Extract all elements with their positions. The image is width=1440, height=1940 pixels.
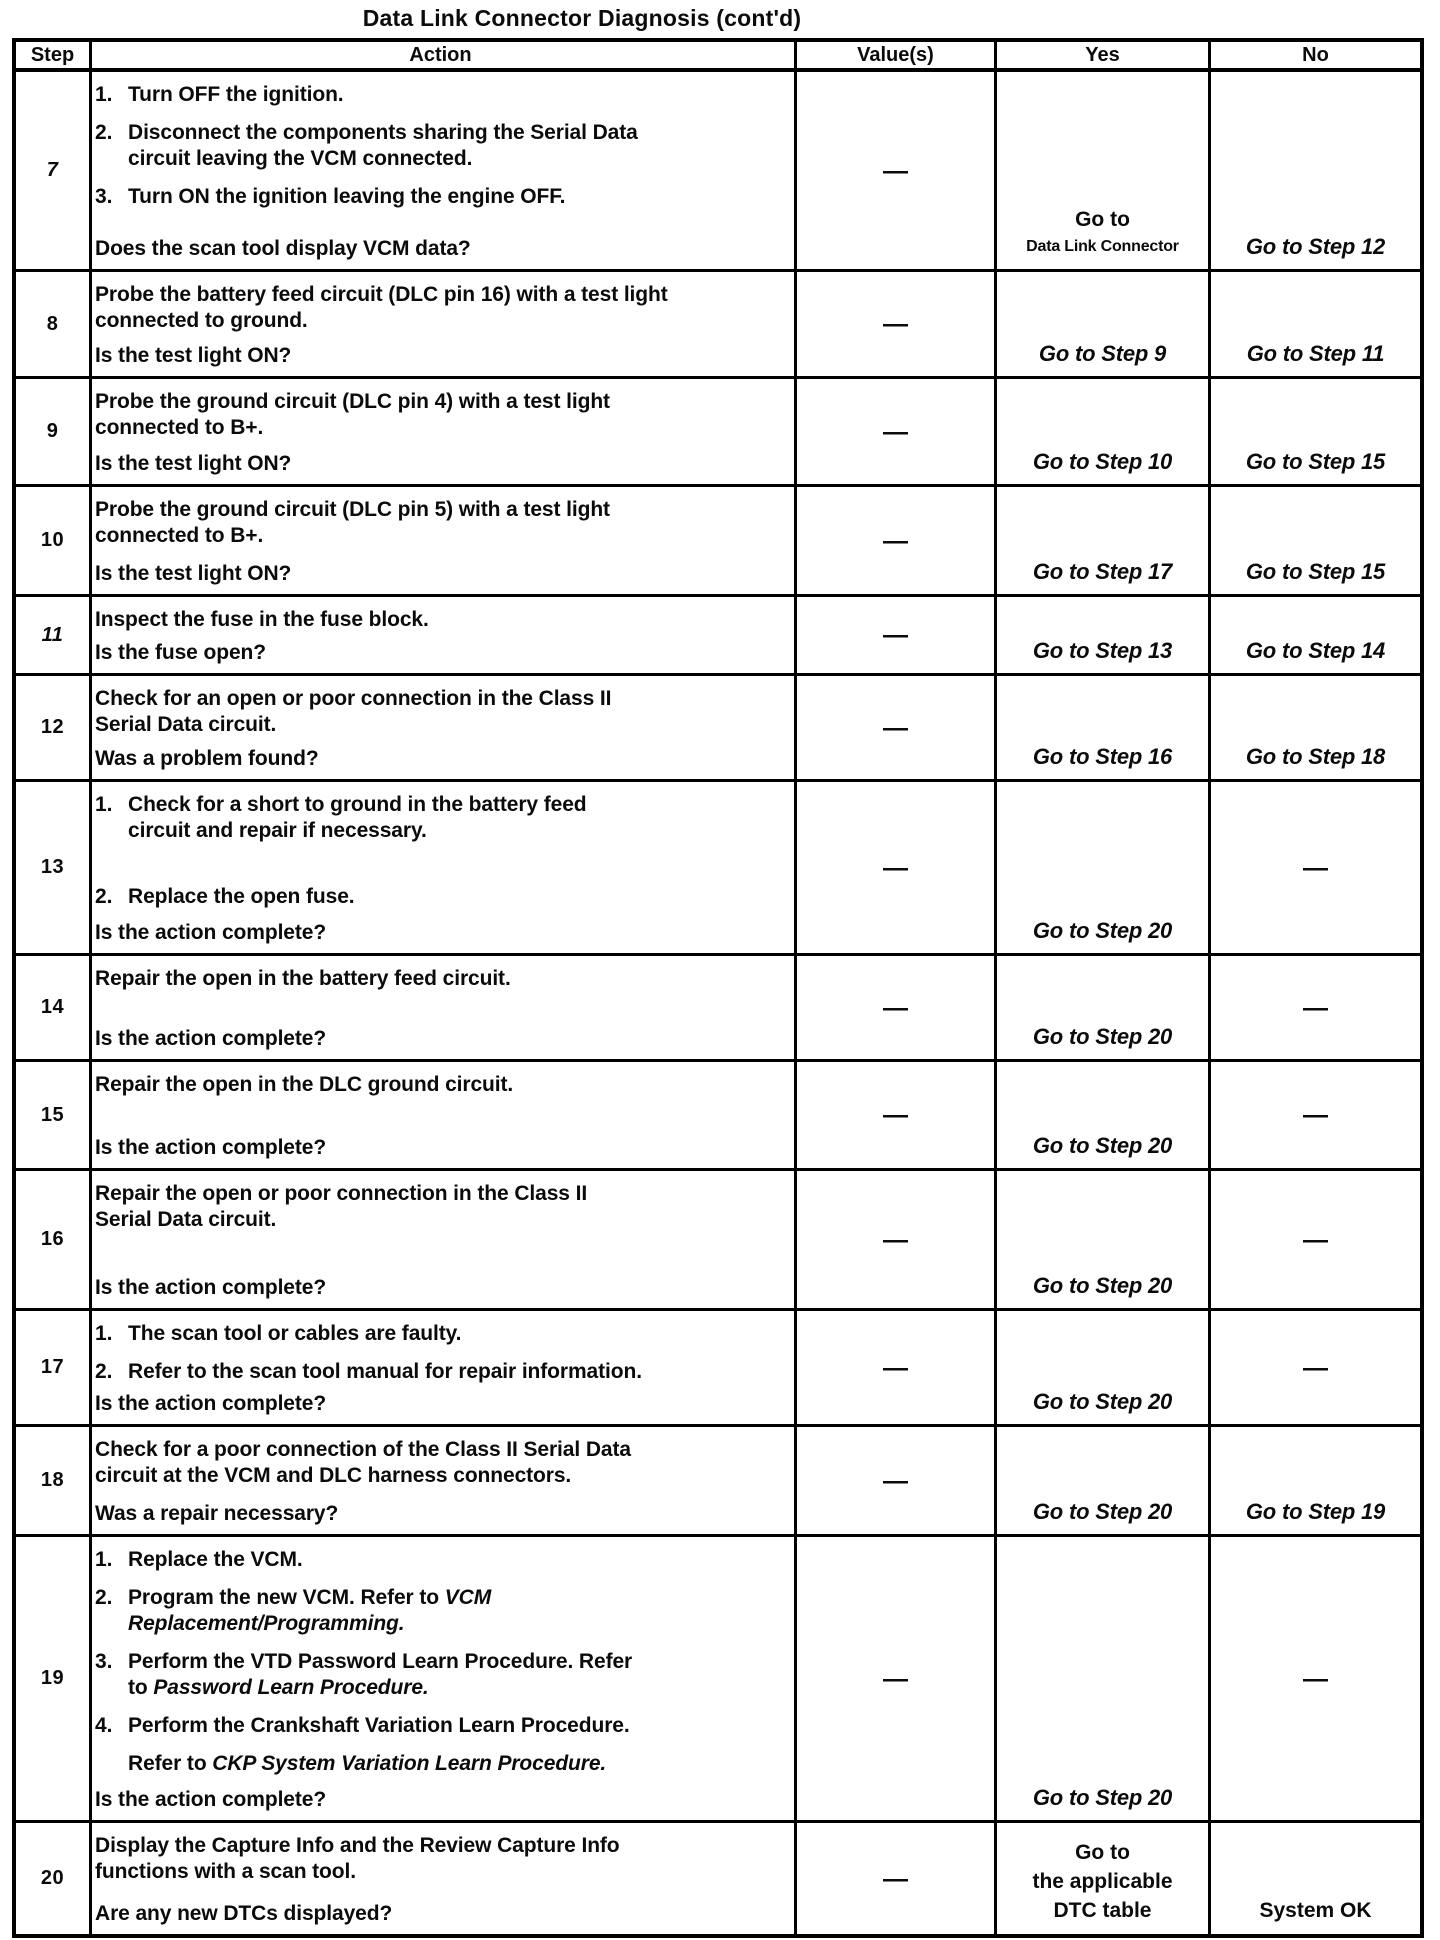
action-list-item xyxy=(95,120,786,172)
action-line xyxy=(95,497,786,523)
table-row xyxy=(16,487,1420,597)
action-cell xyxy=(92,1823,797,1934)
question-line: Is the test light ON? xyxy=(95,562,292,585)
dash: — xyxy=(883,621,908,649)
action-paragraph xyxy=(95,1072,786,1098)
yes-cell xyxy=(997,379,1211,484)
action-cell xyxy=(92,676,797,779)
action-cell xyxy=(92,1171,797,1308)
dash: — xyxy=(883,1225,908,1254)
step-cell xyxy=(16,676,92,779)
goto-text: Go to Step 20 xyxy=(1032,918,1173,943)
value-cell xyxy=(797,1311,997,1424)
table-row xyxy=(16,1062,1420,1171)
action-paragraph xyxy=(95,389,786,441)
action-paragraph xyxy=(95,607,786,633)
action-list-item xyxy=(95,1649,786,1701)
action-line xyxy=(95,607,786,633)
dash: — xyxy=(1303,1353,1328,1382)
text: Serial Data circuit. xyxy=(95,1208,277,1231)
dash: — xyxy=(1303,1225,1328,1254)
action-line xyxy=(95,1437,786,1463)
table-row xyxy=(16,1427,1420,1537)
value-cell xyxy=(797,487,997,594)
dash: — xyxy=(883,417,908,446)
list-number: 2. xyxy=(95,1586,113,1609)
table-row xyxy=(16,272,1420,379)
question-line: Is the test light ON? xyxy=(95,344,292,367)
step-number: 13 xyxy=(40,856,65,878)
action-cell xyxy=(92,782,797,953)
list-item-text xyxy=(128,1547,786,1573)
yes-cell xyxy=(997,782,1211,953)
text: Probe the ground circuit (DLC pin 4) with a test light xyxy=(95,390,610,413)
action-cell xyxy=(92,272,797,376)
action-line xyxy=(95,1181,786,1207)
list-number: 4. xyxy=(95,1714,113,1737)
action-line xyxy=(95,686,786,712)
table-row xyxy=(16,956,1420,1062)
list-item-text xyxy=(128,120,786,172)
table-row xyxy=(16,379,1420,487)
yes-cell xyxy=(997,1171,1211,1308)
result-text: Data Link Connector xyxy=(1026,238,1179,255)
question-line: Was a problem found? xyxy=(95,747,319,770)
text: Turn OFF the ignition. xyxy=(128,83,344,106)
list-indent xyxy=(95,1751,128,1777)
action-list-item xyxy=(95,1547,786,1573)
step-cell xyxy=(16,1823,92,1934)
action-cell xyxy=(92,72,797,269)
step-number: 10 xyxy=(40,529,65,551)
step-number: 15 xyxy=(40,1103,65,1126)
italic-text: CKP System Variation Learn Procedure. xyxy=(212,1752,607,1775)
value-cell xyxy=(797,1062,997,1168)
action-line xyxy=(95,1833,786,1859)
no-cell xyxy=(1211,1171,1420,1308)
column-header-step: Step xyxy=(16,42,92,68)
table-row xyxy=(16,1171,1420,1311)
question-line: Does the scan tool display VCM data? xyxy=(95,237,471,260)
text: Check for an open or poor connection in the Class II xyxy=(95,687,612,710)
goto-text: Go to Step 12 xyxy=(1245,234,1386,259)
action-list-item xyxy=(95,1321,786,1347)
text: to xyxy=(128,1676,154,1699)
dash: — xyxy=(883,1864,908,1893)
dash: — xyxy=(883,310,908,338)
no-cell xyxy=(1211,272,1420,376)
action-line xyxy=(95,966,786,992)
result-text: the applicable xyxy=(1032,1870,1173,1893)
no-cell xyxy=(1211,1427,1420,1534)
action-cell xyxy=(92,379,797,484)
list-number: 3. xyxy=(95,1650,113,1673)
table-row xyxy=(16,1537,1420,1823)
table-row xyxy=(16,72,1420,272)
question-line: Are any new DTCs displayed? xyxy=(95,1902,393,1925)
action-line xyxy=(128,1585,786,1611)
value-cell xyxy=(797,782,997,953)
dash: — xyxy=(883,1101,908,1129)
text: connected to ground. xyxy=(95,309,308,332)
dash: — xyxy=(883,156,908,185)
action-paragraph xyxy=(95,686,786,738)
value-cell xyxy=(797,956,997,1059)
goto-text: Go to Step 15 xyxy=(1245,559,1386,584)
action-line xyxy=(128,1675,786,1701)
action-line xyxy=(128,1547,786,1573)
goto-text: Go to Step 17 xyxy=(1032,559,1173,584)
text: connected to B+. xyxy=(95,524,264,547)
step-number: 18 xyxy=(40,1469,65,1491)
step-number: 17 xyxy=(40,1356,65,1378)
text: circuit at the VCM and DLC harness connectors. xyxy=(95,1464,572,1487)
list-number: 1. xyxy=(95,1322,113,1345)
list-item-text xyxy=(128,1321,786,1347)
question-line: Is the action complete? xyxy=(95,1788,327,1811)
no-cell xyxy=(1211,1823,1420,1934)
list-number: 2. xyxy=(95,121,113,144)
page-title: Data Link Connector Diagnosis (cont'd) xyxy=(362,5,802,31)
italic-text: VCM xyxy=(444,1586,492,1609)
no-cell xyxy=(1211,379,1420,484)
action-line xyxy=(128,120,786,146)
result-text: Go to xyxy=(1075,208,1130,231)
value-cell xyxy=(797,676,997,779)
action-line xyxy=(95,415,786,441)
action-paragraph xyxy=(95,1437,786,1489)
action-paragraph xyxy=(95,1833,786,1885)
goto-text: Go to Step 20 xyxy=(1032,1024,1173,1049)
dash: — xyxy=(1303,993,1328,1022)
action-line xyxy=(128,1611,786,1637)
action-cell xyxy=(92,1427,797,1534)
step-number: 7 xyxy=(46,159,59,181)
list-number: 1. xyxy=(95,1548,113,1571)
question-line: Is the test light ON? xyxy=(95,452,292,475)
italic-text: Replacement/Programming. xyxy=(128,1612,405,1635)
action-line xyxy=(128,1751,786,1777)
no-cell xyxy=(1211,487,1420,594)
action-line xyxy=(128,818,786,844)
dash: — xyxy=(1303,1101,1328,1129)
no-cell xyxy=(1211,1062,1420,1168)
action-list-item xyxy=(95,884,786,910)
text: Display the Capture Info and the Review Capture Info xyxy=(95,1834,620,1857)
action-cell xyxy=(92,1537,797,1820)
action-list-item xyxy=(95,1585,786,1637)
step-number: 8 xyxy=(46,312,59,335)
text: Perform the Crankshaft Variation Learn Procedure. xyxy=(128,1714,630,1737)
text: Replace the open fuse. xyxy=(128,885,355,908)
action-list-item xyxy=(95,1359,786,1385)
value-cell xyxy=(797,1171,997,1308)
action-line xyxy=(95,1207,786,1233)
action-paragraph xyxy=(95,1181,786,1233)
step-cell xyxy=(16,782,92,953)
no-cell xyxy=(1211,597,1420,673)
action-list-item xyxy=(95,1713,786,1739)
action-line xyxy=(128,184,786,210)
action-list-item xyxy=(95,184,786,210)
text: Refer to the scan tool manual for repair information. xyxy=(128,1360,642,1383)
goto-text: Go to Step 20 xyxy=(1032,1389,1173,1414)
yes-cell xyxy=(997,487,1211,594)
dash: — xyxy=(883,853,908,882)
action-line xyxy=(95,389,786,415)
step-number: 9 xyxy=(46,420,59,442)
action-line xyxy=(95,1072,786,1098)
text: Replace the VCM. xyxy=(128,1548,303,1571)
step-number: 19 xyxy=(40,1667,65,1689)
action-line xyxy=(128,792,786,818)
goto-text: Go to Step 19 xyxy=(1245,1499,1386,1524)
no-cell xyxy=(1211,956,1420,1059)
text: Check for a short to ground in the battery feed xyxy=(128,793,587,816)
table-row xyxy=(16,1311,1420,1427)
dash: — xyxy=(883,1466,908,1495)
step-number: 16 xyxy=(40,1228,65,1250)
text: Disconnect the components sharing the Serial Data xyxy=(128,121,638,144)
text: The scan tool or cables are faulty. xyxy=(128,1322,462,1345)
list-item-text xyxy=(128,184,786,210)
action-line xyxy=(95,1859,786,1885)
action-list-item xyxy=(95,792,786,844)
step-cell xyxy=(16,1427,92,1534)
value-cell xyxy=(797,1823,997,1934)
column-header-no: No xyxy=(1302,43,1329,66)
text: Serial Data circuit. xyxy=(95,713,277,736)
list-item-text xyxy=(128,884,786,910)
table-body xyxy=(16,72,1420,1934)
goto-text: Go to Step 9 xyxy=(1038,341,1167,366)
text: Program the new VCM. Refer to xyxy=(128,1586,445,1609)
dash: — xyxy=(883,1353,908,1382)
goto-text: Go to Step 18 xyxy=(1245,744,1386,769)
goto-text: Go to Step 14 xyxy=(1245,638,1386,663)
step-number: 20 xyxy=(40,1867,65,1889)
question-line: Is the action complete? xyxy=(95,1027,327,1050)
text: Probe the ground circuit (DLC pin 5) with a test light xyxy=(95,498,610,521)
text: Repair the open in the DLC ground circuit. xyxy=(95,1073,514,1096)
step-cell xyxy=(16,1537,92,1820)
italic-text: Password Learn Procedure. xyxy=(153,1676,429,1699)
yes-cell xyxy=(997,272,1211,376)
step-cell xyxy=(16,1171,92,1308)
action-line xyxy=(95,523,786,549)
continuation-text xyxy=(128,1751,786,1777)
text: Repair the open or poor connection in the Class II xyxy=(95,1182,588,1205)
goto-text: Go to Step 13 xyxy=(1032,638,1173,663)
result-text: DTC table xyxy=(1053,1899,1152,1922)
value-cell xyxy=(797,1537,997,1820)
action-list-item xyxy=(95,82,786,108)
action-line xyxy=(128,1649,786,1675)
dash: — xyxy=(1303,1664,1328,1693)
action-line xyxy=(95,1463,786,1489)
dash: — xyxy=(1303,853,1328,882)
step-cell xyxy=(16,1062,92,1168)
list-number: 3. xyxy=(95,185,113,208)
action-paragraph xyxy=(95,966,786,992)
no-cell xyxy=(1211,782,1420,953)
dash: — xyxy=(883,993,908,1022)
list-item-text xyxy=(128,1713,786,1739)
value-cell xyxy=(797,379,997,484)
text: connected to B+. xyxy=(95,416,264,439)
yes-cell xyxy=(997,676,1211,779)
question-line: Is the action complete? xyxy=(95,1392,327,1415)
step-cell xyxy=(16,597,92,673)
step-cell xyxy=(16,272,92,376)
action-line xyxy=(128,82,786,108)
list-item-text xyxy=(128,1649,786,1701)
step-cell xyxy=(16,1311,92,1424)
goto-text: Go to Step 16 xyxy=(1032,744,1173,769)
table-row xyxy=(16,676,1420,782)
list-number: 1. xyxy=(95,83,113,106)
value-cell xyxy=(797,597,997,673)
action-continuation xyxy=(95,1751,786,1777)
table-row xyxy=(16,597,1420,676)
no-cell xyxy=(1211,1537,1420,1820)
goto-text: Go to Step 20 xyxy=(1032,1133,1173,1158)
yes-cell xyxy=(997,1427,1211,1534)
action-line xyxy=(95,308,786,334)
dash: — xyxy=(883,1664,908,1693)
text: Refer to xyxy=(128,1752,213,1775)
text: Turn ON the ignition leaving the engine OFF. xyxy=(128,185,566,208)
dash: — xyxy=(883,526,908,555)
no-cell xyxy=(1211,72,1420,269)
yes-cell xyxy=(997,72,1211,269)
action-cell xyxy=(92,956,797,1059)
question-line: Is the action complete? xyxy=(95,1136,327,1159)
yes-cell xyxy=(997,1537,1211,1820)
yes-cell xyxy=(997,1823,1211,1934)
question-line: Was a repair necessary? xyxy=(95,1502,339,1525)
column-header-action: Action xyxy=(92,42,797,68)
list-item-text xyxy=(128,82,786,108)
action-line xyxy=(95,712,786,738)
yes-cell xyxy=(997,597,1211,673)
list-number: 2. xyxy=(95,885,113,908)
action-cell xyxy=(92,597,797,673)
step-cell xyxy=(16,487,92,594)
action-line xyxy=(128,1321,786,1347)
action-line xyxy=(128,146,786,172)
no-cell xyxy=(1211,1311,1420,1424)
action-line xyxy=(95,282,786,308)
step-number: 12 xyxy=(40,716,65,738)
list-item-text xyxy=(128,1359,786,1385)
list-item-text xyxy=(128,1585,786,1637)
table-row xyxy=(16,782,1420,956)
text: circuit and repair if necessary. xyxy=(128,819,427,842)
step-number: 14 xyxy=(40,996,65,1018)
action-cell xyxy=(92,1062,797,1168)
list-number: 1. xyxy=(95,793,113,816)
list-item-text xyxy=(128,792,786,844)
goto-text: Go to Step 15 xyxy=(1245,449,1386,474)
step-cell xyxy=(16,72,92,269)
column-header-yes: Yes xyxy=(997,42,1211,68)
column-header-values: Value(s) xyxy=(797,42,997,68)
goto-text: Go to Step 10 xyxy=(1032,449,1173,474)
dash: — xyxy=(883,713,908,742)
value-cell xyxy=(797,272,997,376)
question-line: Is the action complete? xyxy=(95,921,327,944)
step-cell xyxy=(16,956,92,1059)
text: Perform the VTD Password Learn Procedure. Refer xyxy=(128,1650,633,1673)
text: Inspect the fuse in the fuse block. xyxy=(95,608,429,631)
action-paragraph xyxy=(95,282,786,334)
no-cell xyxy=(1211,676,1420,779)
value-cell xyxy=(797,1427,997,1534)
diagnosis-table xyxy=(12,38,1424,1938)
action-line xyxy=(128,1713,786,1739)
text: Check for a poor connection of the Class II Serial Data xyxy=(95,1438,631,1461)
text: functions with a scan tool. xyxy=(95,1860,356,1883)
yes-cell xyxy=(997,1062,1211,1168)
action-cell xyxy=(92,1311,797,1424)
step-number: 11 xyxy=(41,623,64,646)
yes-cell xyxy=(997,956,1211,1059)
text: Probe the battery feed circuit (DLC pin 16) with a test light xyxy=(95,283,668,306)
table-row xyxy=(16,1823,1420,1934)
question-line: Is the fuse open? xyxy=(95,641,266,664)
goto-text: Go to Step 20 xyxy=(1032,1785,1173,1810)
action-paragraph xyxy=(95,497,786,549)
result-text: System OK xyxy=(1259,1899,1372,1922)
text: circuit leaving the VCM connected. xyxy=(128,147,473,170)
action-line xyxy=(128,1359,786,1385)
goto-text: Go to Step 11 xyxy=(1246,341,1385,366)
value-cell xyxy=(797,72,997,269)
step-cell xyxy=(16,379,92,484)
result-text: Go to xyxy=(1075,1841,1130,1864)
table-header-row xyxy=(16,42,1420,72)
goto-text: Go to Step 20 xyxy=(1032,1273,1173,1298)
action-line xyxy=(128,884,786,910)
action-cell xyxy=(92,487,797,594)
goto-text: Go to Step 20 xyxy=(1032,1499,1173,1524)
yes-cell xyxy=(997,1311,1211,1424)
text: Repair the open in the battery feed circuit. xyxy=(95,967,511,990)
question-line: Is the action complete? xyxy=(95,1276,327,1299)
list-number: 2. xyxy=(95,1360,113,1383)
